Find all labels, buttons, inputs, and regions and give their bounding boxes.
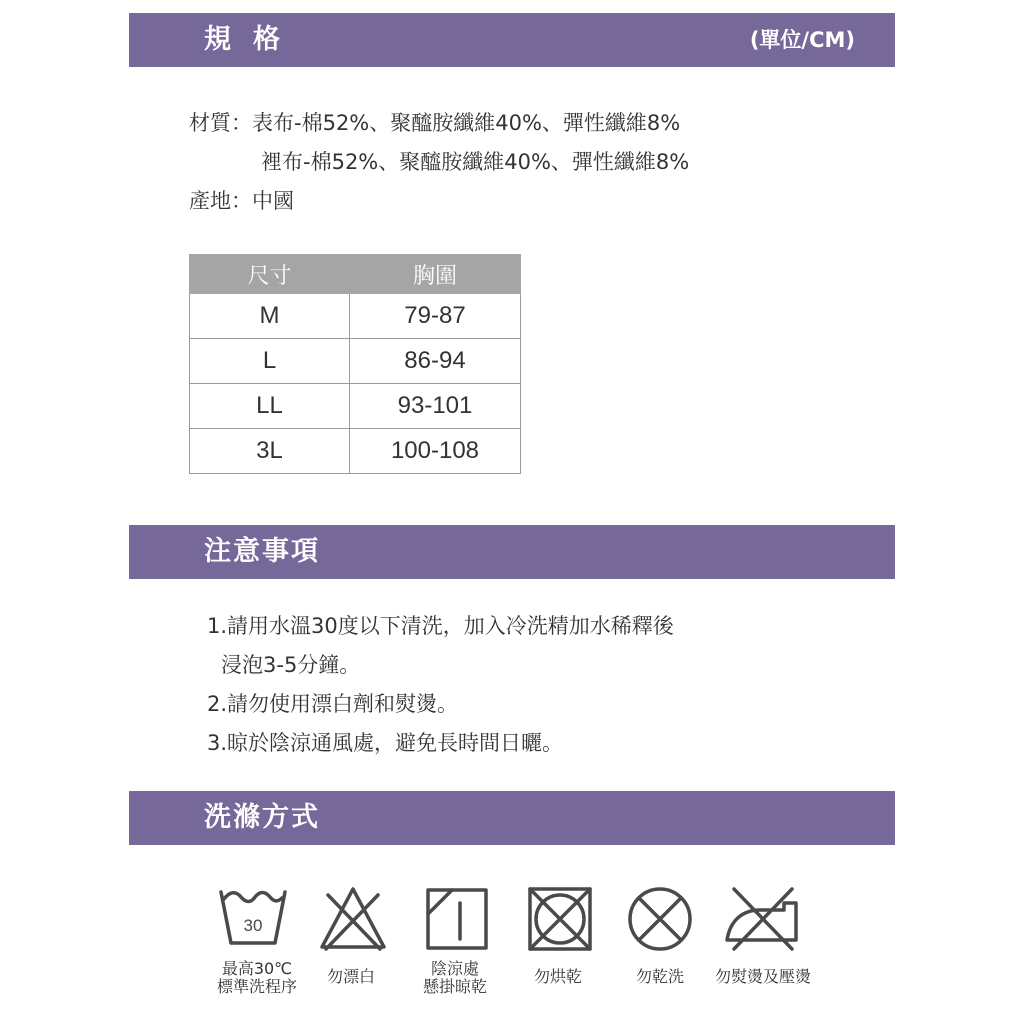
care-label-line: 勿乾洗 (635, 967, 685, 986)
no-tumble-dry-icon (525, 885, 595, 953)
wash-30-icon (218, 885, 288, 953)
table-row (190, 294, 521, 339)
care-label-line: 勿漂白 (326, 967, 376, 986)
size-table (189, 254, 521, 474)
size-cell: 3L (190, 429, 350, 474)
no-bleach-icon (318, 885, 388, 953)
care-label-line: 標準洗程序 (216, 977, 298, 996)
spec-header-bar (129, 13, 895, 67)
note-line: 1.請用水溫30度以下清洗，加入冷洗精加水稀釋後 (207, 614, 674, 638)
care-label-line: 陰涼處 (430, 959, 480, 978)
spec-title: 規格 (204, 24, 302, 55)
wash-temp: 30 (243, 916, 263, 935)
care-label-line: 勿熨燙及壓燙 (714, 967, 812, 986)
care-label-wash-30 (217, 960, 297, 996)
material-lining: 裡布-棉52%、聚醯胺纖維40%、彈性纖維8% (261, 150, 690, 174)
chest-cell: 93-101 (350, 384, 521, 429)
material-outer: 材質：表布-棉52%、聚醯胺纖維40%、彈性纖維8% (189, 111, 681, 135)
note-line: 3.晾於陰涼通風處，避免長時間日曬。 (207, 731, 564, 755)
chest-cell: 86-94 (350, 339, 521, 384)
size-cell: LL (190, 384, 350, 429)
care-label-line: 懸掛晾乾 (422, 977, 488, 996)
note-line: 2.請勿使用漂白劑和熨燙。 (207, 692, 459, 716)
note-line: 浸泡3-5分鐘。 (221, 653, 361, 677)
no-iron-icon (724, 885, 800, 953)
size-header: 尺寸 (190, 255, 350, 294)
care-label-line: 勿烘乾 (533, 967, 583, 986)
care-label-line: 最高30℃ (221, 959, 293, 978)
care-label-line-dry-shade (423, 960, 487, 996)
wash-title: 洗滌方式 (204, 802, 320, 833)
no-dry-clean-icon (625, 885, 695, 953)
notes-title: 注意事項 (204, 536, 320, 567)
size-cell: L (190, 339, 350, 384)
line-dry-shade-icon (422, 885, 492, 953)
care-label-no-bleach (327, 968, 375, 986)
care-label-no-tumble-dry (534, 968, 582, 986)
chest-cell: 79-87 (350, 294, 521, 339)
size-cell: M (190, 294, 350, 339)
table-row (190, 384, 521, 429)
unit-label: (單位/CM) (749, 28, 855, 52)
chest-cell: 100-108 (350, 429, 521, 474)
care-label-no-iron (715, 968, 811, 986)
table-row (190, 429, 521, 474)
chest-header: 胸圍 (350, 255, 521, 294)
size-table-header (190, 255, 521, 294)
origin: 產地：中國 (189, 189, 294, 213)
wash-header-bar (129, 791, 895, 845)
care-label-no-dry-clean (636, 968, 684, 986)
notes-header-bar (129, 525, 895, 579)
table-row (190, 339, 521, 384)
